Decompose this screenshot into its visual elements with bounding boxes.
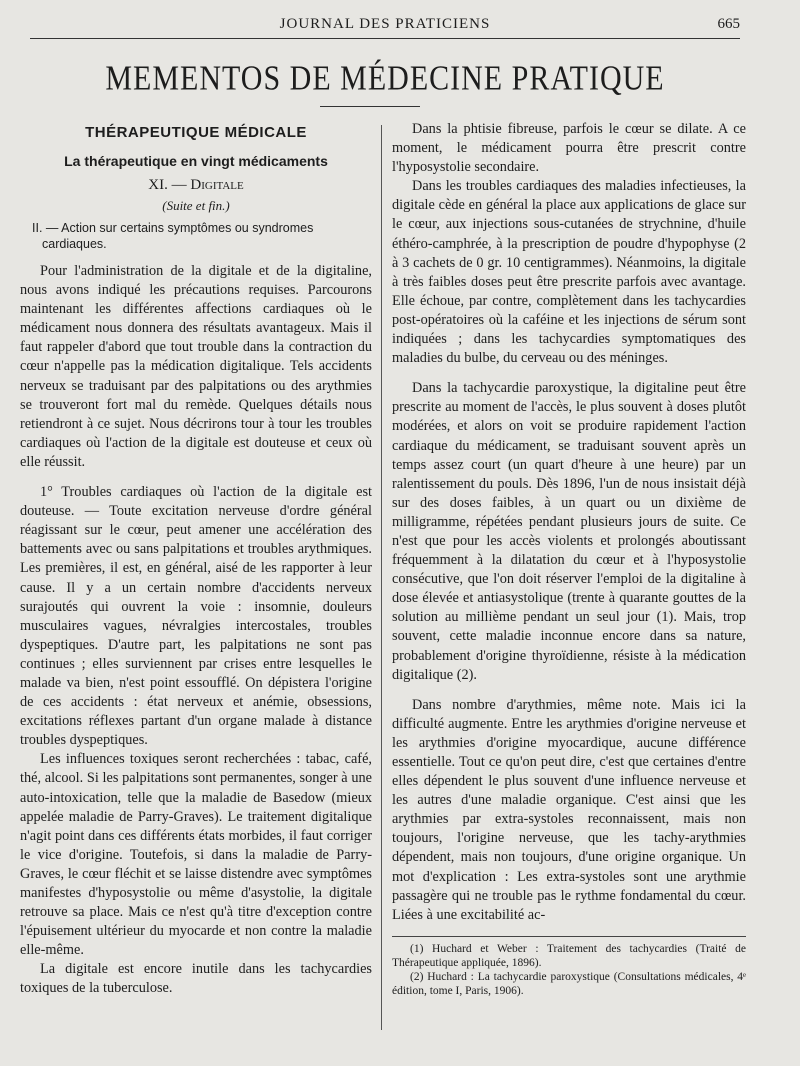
left-column: [20, 120, 372, 999]
footnote: (1) Huchard et Weber : Traitement des tachycardies (Traité de Thérapeutique appliquée, 1896).: [392, 942, 746, 969]
right-column: [392, 120, 746, 998]
right-paragraph: Dans nombre d'arythmies, même note. Mais ici la difficulté augmente. Entre les arythmies d'origine nerveuse et les arythmies d'origine myocardique, aucune différence essentielle. Tout ce qu'on peut dire, c'est que certaines d'entre elles dépendent le plus souvent d'une influence nerveuse et les autres d'une maladie organique. C'est ainsi que les arythmies par extra-systoles reconnaissent, mais non toujours, l'origine nerveuse, que les tachy-arythmies dépendent, mais non toujours, d'une origine organique. Un mot d'explication : Les extra-systoles sont une arythmie passagère qui ne trouble pas le rythme fondamental du cœur. Liées à une excitabilité ac-: [392, 696, 746, 923]
left-paragraph: 1° Troubles cardiaques où l'action de la digitale est douteuse. — Toute excitation nerveuse d'ordre général réagissant sur le cœur, peut amener une accélération des battements avec ou sans palpitations et troubles arythmiques. Les premières, il est, en général, aisé de les rapporter à leur cause. Il y a un certain nombre d'accidents nerveux surajoutés qui ouvrent la voie : insomnie, douleurs musculaires vagues, névralgies intercostales, troubles dyspeptiques. D'autre part, les palpitations ne sont pas continues ; elles surviennent par crises entre lesquelles le malade va bien, n'est point essoufflé. On dépistera l'origine de ces accidents : état nerveux et anémie, obsessions, excitations réflexes partant d'un organe malade à distance troubles dyspeptiques.: [20, 484, 372, 749]
main-title: MEMENTOS DE MÉDECINE PRATIQUE: [105, 59, 665, 98]
chapter-title: [20, 177, 372, 194]
running-header: [30, 14, 740, 39]
subheading: II. — Action sur certains symptômes ou syndromes cardiaques.: [32, 221, 314, 251]
left-paragraph: Les influences toxiques seront recherchées : tabac, café, thé, alcool. Si les palpitations sont permanentes, songer à une auto-intoxication, telle que la maladie de Basedow (mieux appelée maladie de Parry-Graves). Le traitement digitalique n'agit point dans ces différents états morbides, il faut corriger le vice d'origine. Toutefois, si dans la maladie de Parry-Graves, le cœur fléchit et se laisse distendre avec symptômes manifestes d'hyposystolie ou même d'asystolie, la digitale retrouve sa place. Mais ce n'est qu'à titre d'exception contre l'épuisement ultérieur du myocarde et non contre la maladie elle-même.: [20, 751, 372, 959]
column-divider: [381, 125, 382, 1030]
subsection-title: La thérapeutique en vingt médicaments: [64, 153, 328, 169]
suite-note: (Suite et fin.): [162, 198, 230, 213]
right-paragraph: Dans la tachycardie paroxystique, la digitaline peut être prescrite au moment de l'accès, le plus souvent à doses plutôt modérées, et alors on voit se produire rapidement l'action cardiaque du médicament, se traduisant souvent après un temps assez court (un quart d'heure à une heure) par un ralentissement du pouls. Dès 1896, l'un de nous insistait déjà sur des doses faibles, à un quart ou un dixième de milligramme, répétées pendant plusieurs jours de suite. Ce n'est que pour les accès violents et prolongés aboutissant fréquemment à la dilatation du cœur et à l'hyposystolie consécutive, que l'on doit réserver l'emploi de la digitaline à dose élevée et antiasystolique (trente à quarante gouttes de la solution au millième pendant un seul jour (1). Mais, trop souvent, cette maladie inconnue encore dans sa nature, probablement d'origine thyroïdienne, résiste à la médication digitalique (2).: [392, 380, 746, 683]
footnote: (2) Huchard : La tachycardie paroxystique (Consultations médicales, 4ᵉ édition, tome I, Paris, 1906).: [392, 970, 746, 997]
left-paragraph: La digitale est encore inutile dans les tachycardies toxiques de la tuberculose.: [20, 961, 372, 997]
left-paragraph: Pour l'administration de la digitale et de la digitaline, nous avons indiqué les précautions requises. Parcourons maintenant les différentes affections cardiaques où le médicament nous donnera des résultats avantageux. Mais il faut rappeler d'abord que tout trouble dans la contraction du cœur n'appelle pas la médication digitalique. Tels accidents nerveux se traduisant par des palpitations ou des arythmies se trouveront fort mal du remède. Quelques détails nous retiendront à ce sujet. Nous décrirons tour à tour les troubles cardiaques où l'action de la digitale est douteuse et ceux où elle réussit.: [20, 263, 372, 470]
chapter-number: XI. —: [148, 177, 191, 193]
title-rule: [320, 106, 420, 107]
section-title: THÉRAPEUTIQUE MÉDICALE: [85, 124, 307, 141]
footnote-rule: [392, 936, 746, 937]
right-paragraph: Dans la phtisie fibreuse, parfois le cœur se dilate. A ce moment, le médicament pourra être prescrit contre l'hyposystolie secondaire.: [392, 121, 746, 176]
right-paragraph: Dans les troubles cardiaques des maladies infectieuses, la digitale cède en général la place aux applications de glace sur le cœur, aux injections sous-cutanées de strychnine, d'huile éthéro-camphrée, à la prescription de poudre d'hypophyse (2 à 3 cachets de 0 gr. 10 centigrammes). Néanmoins, la digitale à très faibles doses peut être prescrite parfois avec avantage. Elle échoue, par contre, complètement dans les tachycardies post-opératoires où la caféine et les injections de sérum sont indiquées ; dans les tachycardies symptomatiques des maladies du bulbe, du cerveau ou des méninges.: [392, 178, 746, 367]
page-number: 665: [717, 16, 740, 32]
journal-title: JOURNAL DES PRATICIENS: [279, 16, 491, 32]
chapter-name: Digitale: [190, 177, 244, 193]
